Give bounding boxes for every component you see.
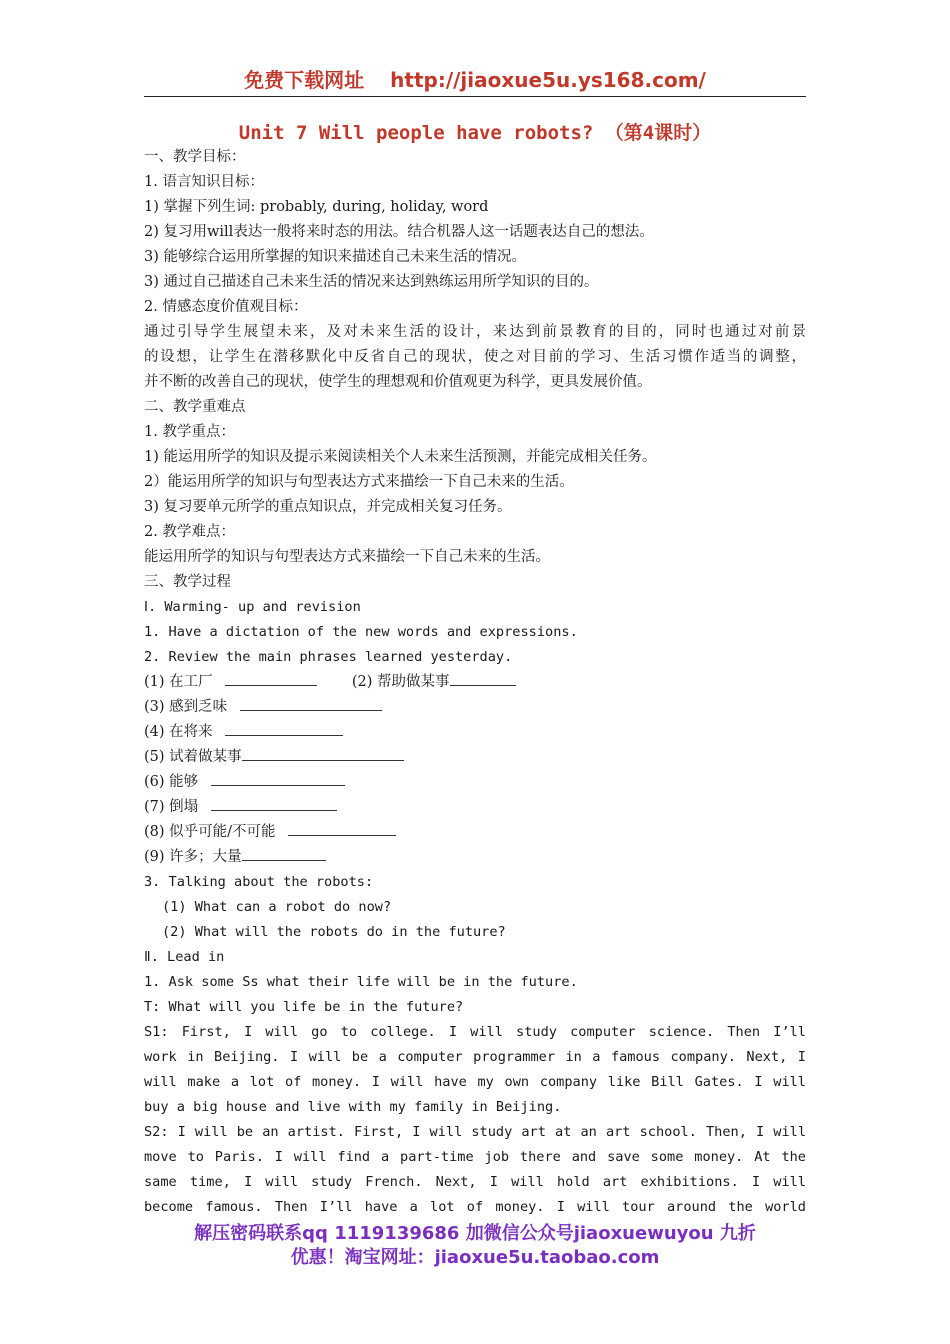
answer-blank (242, 746, 404, 761)
subsection-heading: 2. 情感态度价值观目标： (144, 299, 308, 315)
exercise-row (144, 820, 806, 845)
answer-blank (211, 771, 345, 786)
exercise-item: (8) 似乎可能/不可能 (144, 824, 276, 840)
dialogue-line: S2: I will be an artist. First, I will study art at an art school. Then, I will (144, 1124, 806, 1140)
list-item: 1) 掌握下列生词: probably, during, holiday, word (144, 199, 489, 215)
document-title: Unit 7 Will people have robots? （第4课时） (238, 122, 712, 144)
exercise-item: (7) 倒塌 (144, 799, 199, 815)
header-label: 免费下载网址 (244, 68, 365, 92)
question-item: (2) What will the robots do in the future? (162, 924, 506, 940)
exercise-item: (9) 许多；大量 (144, 849, 242, 865)
exercise-item: (2) 帮助做某事 (351, 674, 450, 690)
exercise-row (144, 695, 806, 720)
paragraph-line: 通过引导学生展望未来，及对未来生活的设计，来达到前景教育的目的，同时也通过对前景 (144, 324, 806, 340)
section-heading: 三、教学过程 (144, 574, 231, 590)
answer-blank (450, 671, 516, 686)
list-item: 2) 复习用will表达一般将来时态的用法。结合机器人这一话题表达自己的想法。 (144, 224, 654, 240)
exercise-item: (4) 在将来 (144, 724, 213, 740)
dialogue-line: same time, I will study French. Next, I will hold art exhibitions. I will (144, 1174, 806, 1190)
dialogue-line: work in Beijing. I will be a computer programmer in a famous company. Next, I (144, 1049, 806, 1065)
question-item: (1) What can a robot do now? (162, 899, 392, 915)
dialogue-line: T: What will you life be in the future? (144, 999, 464, 1015)
list-item: 3. Talking about the robots: (144, 874, 374, 890)
paragraph-line: 并不断的改善自己的现状，使学生的理想观和价值观更为科学，更具发展价值。 (144, 374, 652, 390)
answer-blank (240, 696, 382, 711)
header-url-link[interactable]: http://jiaoxue5u.ys168.com/ (390, 68, 706, 92)
list-item: 1) 能运用所学的知识及提示来阅读相关个人未来生活预测，并能完成相关任务。 (144, 449, 657, 465)
exercise-item: (5) 试着做某事 (144, 749, 242, 765)
exercise-row (144, 720, 806, 745)
dialogue-line: move to Paris. I will find a part-time job there and save some money. At the (144, 1149, 806, 1165)
list-item: 1. Ask some Ss what their life will be in the future. (144, 974, 578, 990)
exercise-row (144, 745, 806, 770)
exercise-item: (1) 在工厂 (144, 674, 213, 690)
exercise-row (144, 770, 806, 795)
paragraph-line: 的设想，让学生在潜移默化中反省自己的现状，使之对目前的学习、生活习惯作适当的调整， (144, 349, 806, 365)
document-body (144, 145, 806, 1220)
answer-blank (225, 671, 317, 686)
subsection-heading: 1. 语言知识目标： (144, 174, 264, 190)
dialogue-line: S1: First, I will go to college. I will study computer science. Then I’ll (144, 1024, 806, 1040)
exercise-row (144, 845, 806, 870)
list-item: 3) 能够综合运用所掌握的知识来描述自己未来生活的情况。 (144, 249, 526, 265)
section-heading: 一、教学目标： (144, 149, 246, 165)
answer-blank (288, 821, 396, 836)
list-item: 3) 通过自己描述自己未来生活的情况来达到熟练运用所学知识的目的。 (144, 274, 599, 290)
exercise-row (144, 795, 806, 820)
dialogue-line: buy a big house and live with my family in Beijing. (144, 1099, 562, 1115)
answer-blank (225, 721, 343, 736)
dialogue-line: become famous. Then I’ll have a lot of money. I will tour around the world (144, 1199, 806, 1215)
footer-line-1: 解压密码联系qq 1119139686 加微信公众号jiaoxuewuyou 九折 (194, 1223, 756, 1244)
step-heading: Ⅰ. Warming- up and revision (144, 599, 361, 615)
exercise-row (144, 670, 806, 695)
step-heading: Ⅱ. Lead in (144, 949, 225, 965)
subsection-heading: 1. 教学重点： (144, 424, 235, 440)
section-heading: 二、教学重难点 (144, 399, 246, 415)
list-item: 能运用所学的知识与句型表达方式来描绘一下自己未来的生活。 (144, 549, 550, 565)
subsection-heading: 2. 教学难点： (144, 524, 235, 540)
footer-line-2: 优惠！淘宝网址：jiaoxue5u.taobao.com (290, 1247, 660, 1268)
exercise-item: (6) 能够 (144, 774, 199, 790)
answer-blank (211, 796, 337, 811)
list-item: 1. Have a dictation of the new words and expressions. (144, 624, 578, 640)
list-item: 3) 复习要单元所学的重点知识点，并完成相关复习任务。 (144, 499, 512, 515)
exercise-item: (3) 感到乏味 (144, 699, 228, 715)
answer-blank (242, 846, 326, 861)
list-item: 2. Review the main phrases learned yesterday. (144, 649, 513, 665)
dialogue-line: will make a lot of money. I will have my own company like Bill Gates. I will (144, 1074, 806, 1090)
list-item: 2）能运用所学的知识与句型表达方式来描绘一下自己未来的生活。 (144, 474, 574, 490)
page-header (144, 62, 806, 97)
